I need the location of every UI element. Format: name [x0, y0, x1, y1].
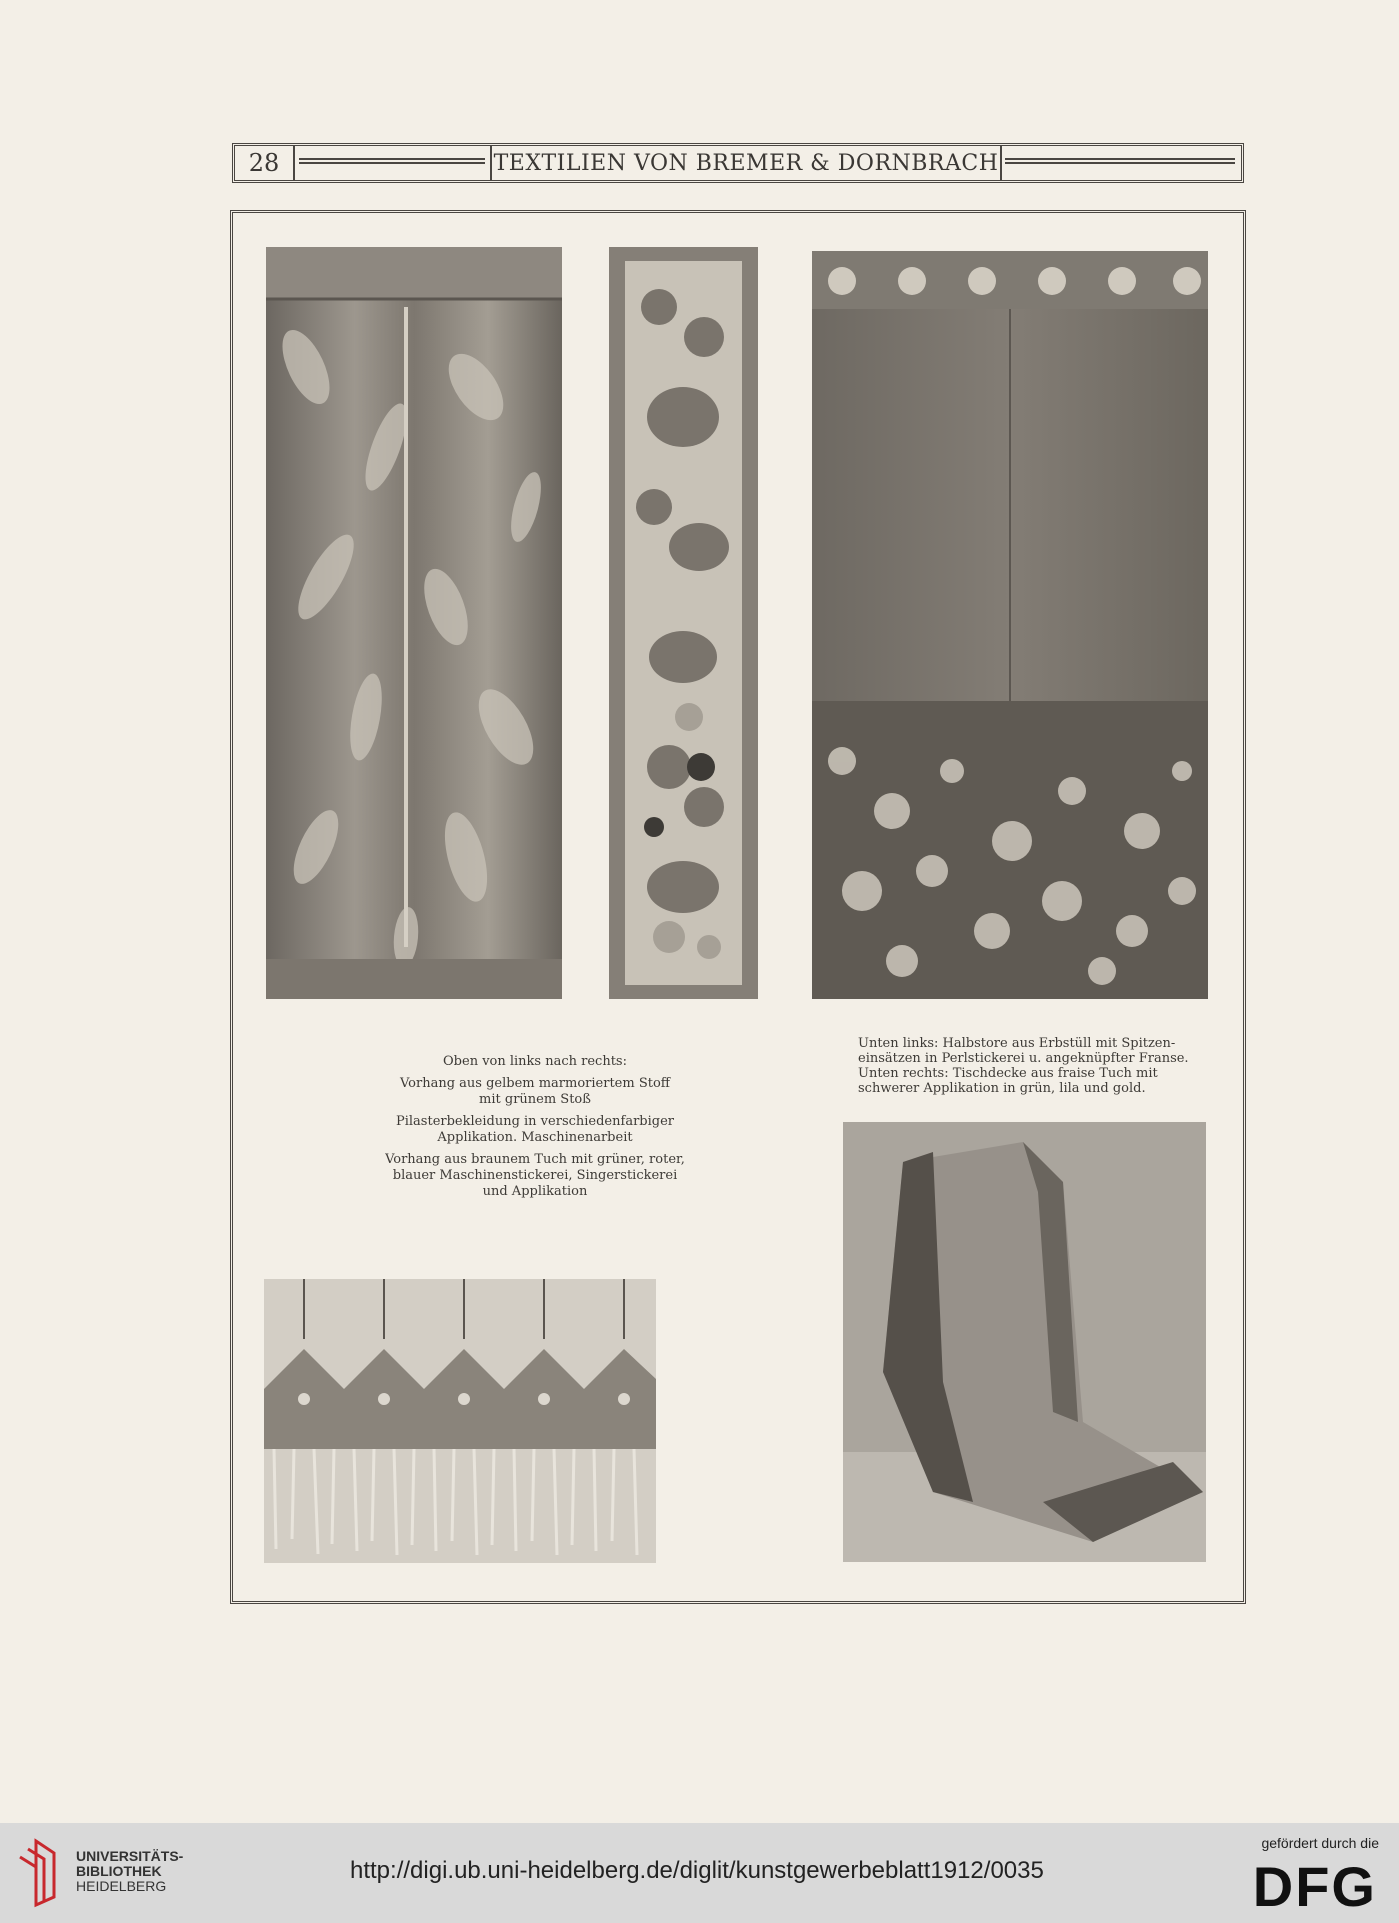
- caption-item-3-line-2: blauer Maschinenstickerei, Singerstickerei: [392, 1168, 678, 1183]
- caption-item-3-line-1: Vorhang aus braunem Tuch mit grüner, roter,: [385, 1152, 685, 1167]
- university-library-name: [76, 1849, 183, 1894]
- pilaster-illustration: [609, 247, 758, 999]
- photo-tablecloth: [843, 1122, 1206, 1562]
- footer-bar: [0, 1823, 1399, 1923]
- library-line-3: HEIDELBERG: [76, 1878, 167, 1894]
- caption-item-1-line-1: Vorhang aus gelbem marmoriertem Stoff: [399, 1076, 671, 1091]
- university-library-logo-icon: [14, 1835, 60, 1909]
- caption-item-2-line-2: Applikation. Maschinenarbeit: [437, 1130, 633, 1145]
- marbled-curtain-illustration: [266, 247, 562, 999]
- photo-pilaster: [609, 247, 758, 999]
- library-line-2: BIBLIOTHEK: [76, 1863, 162, 1879]
- caption-upper-plates: [385, 1054, 685, 1200]
- header-rule-right: [1005, 158, 1235, 164]
- page-number: 28: [235, 146, 295, 180]
- header-rule-left: [299, 158, 485, 164]
- dfg-logo: DFG: [1252, 1855, 1377, 1918]
- caption-right-line-4: schwerer Applikation in grün, lila und gold.: [858, 1081, 1146, 1096]
- embroidered-curtain-illustration: [812, 251, 1208, 999]
- photo-marbled-curtain: [266, 247, 562, 999]
- tablecloth-illustration: [843, 1122, 1206, 1562]
- page-title: TEXTILIEN VON BREMER & DORNBRACH: [490, 146, 1002, 180]
- caption-heading: Oben von links nach rechts:: [443, 1054, 627, 1069]
- page-header: [232, 143, 1244, 183]
- caption-item-2-line-1: Pilasterbekleidung in verschiedenfarbiger: [395, 1114, 674, 1129]
- photo-halbstore: [264, 1279, 656, 1563]
- halbstore-illustration: [264, 1279, 656, 1563]
- caption-right-line-1: Unten links: Halbstore aus Erbstüll mit Spitzen-: [858, 1036, 1176, 1051]
- caption-right-line-2: einsätzen in Perlstickerei u. angeknüpfter Franse.: [858, 1051, 1189, 1066]
- funding-label: gefördert durch die: [1261, 1835, 1379, 1851]
- caption-lower-plates: [858, 1036, 1202, 1096]
- library-line-1: UNIVERSITÄTS-: [76, 1848, 184, 1864]
- caption-item-1-line-2: mit grünem Stoß: [479, 1092, 591, 1107]
- caption-item-3-line-3: und Applikation: [482, 1184, 588, 1199]
- source-url-link[interactable]: http://digi.ub.uni-heidelberg.de/diglit/kunstgewerbeblatt1912/0035: [350, 1857, 1044, 1884]
- photo-embroidered-curtain: [812, 251, 1208, 999]
- caption-right-line-3: Unten rechts: Tischdecke aus fraise Tuch mit: [858, 1066, 1158, 1081]
